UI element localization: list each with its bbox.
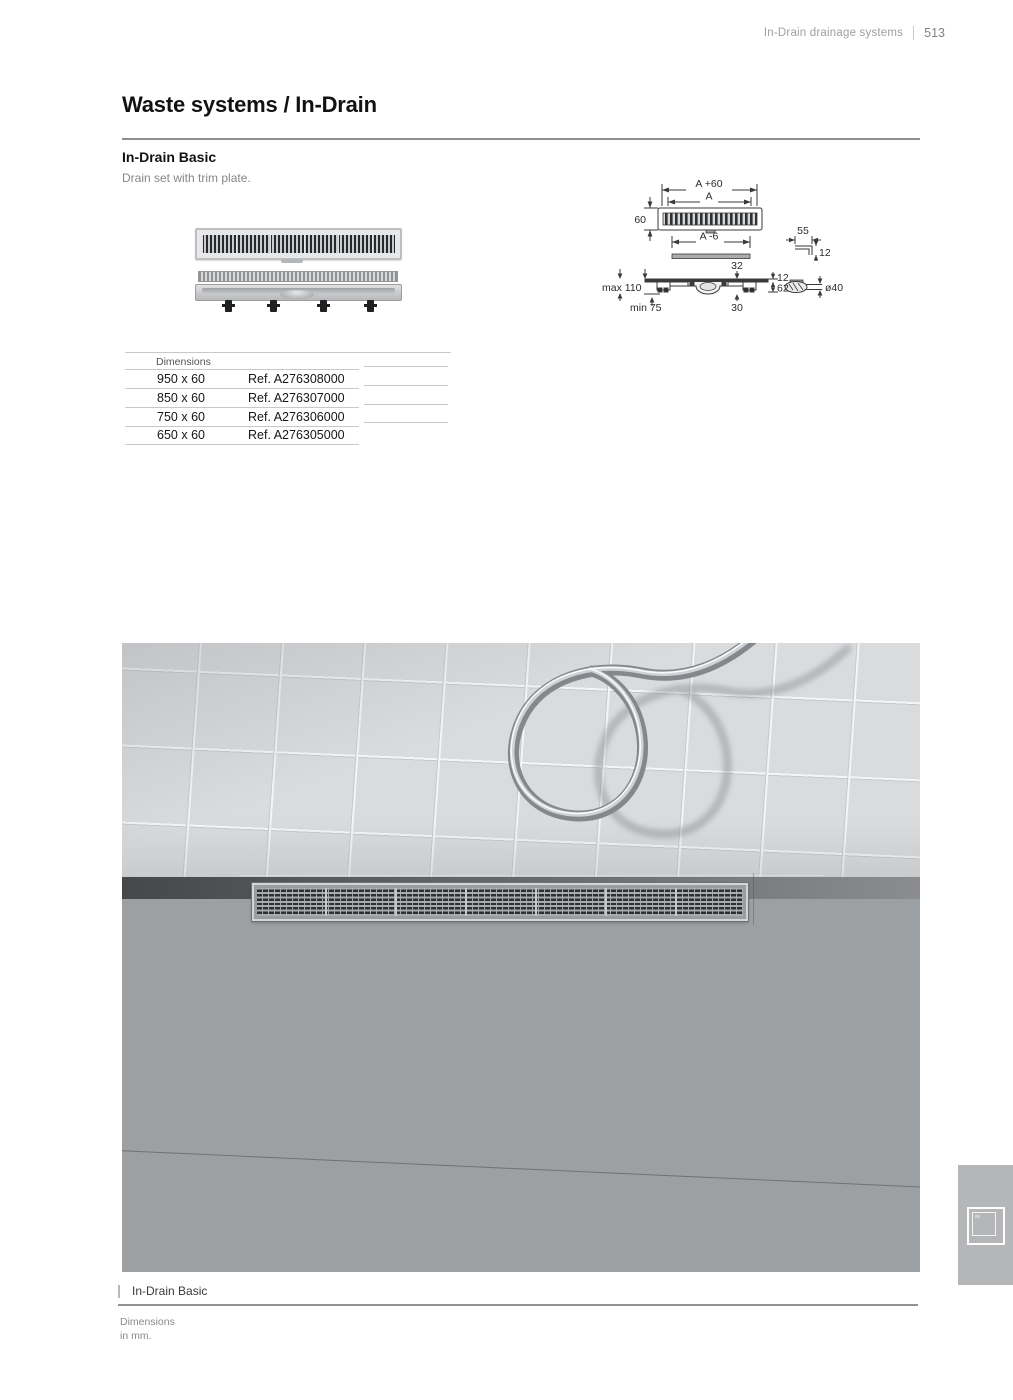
photo-shower-floor: [122, 899, 920, 1272]
chapter-edge-tab: [958, 1165, 1013, 1285]
shower-hose-image: [122, 643, 920, 903]
dim-dia-40: ø40: [825, 282, 844, 294]
table-line-right: [364, 366, 448, 367]
table-line: [125, 352, 451, 353]
footer-note-line1: Dimensions: [120, 1316, 175, 1328]
product-image: [195, 228, 402, 314]
dim-a-minus-6: A -6: [699, 230, 719, 243]
dimensions-table: [125, 352, 451, 445]
dim-32: 32: [731, 260, 743, 272]
technical-diagram: [600, 170, 860, 322]
table-row: [125, 388, 359, 407]
photo-drain-grate: [252, 883, 748, 921]
page-header: [764, 26, 945, 40]
table-line-right: [364, 422, 448, 423]
table-header: Dimensions: [156, 356, 211, 368]
page-number: 513: [924, 26, 945, 40]
dim-a-plus-60: A +60: [695, 178, 723, 190]
caption-rule: [118, 1304, 918, 1306]
trim-plate-slots: [202, 235, 395, 253]
header-section-label: In-Drain drainage systems: [763, 27, 904, 39]
header-divider: [913, 26, 914, 40]
ref-cell: Ref. A276305000: [248, 427, 345, 442]
size-cell: 850 x 60: [157, 390, 205, 405]
table-row: [125, 425, 359, 444]
size-cell: 650 x 60: [157, 427, 205, 442]
table-line-right: [364, 385, 448, 386]
photo-drain-grate-slots: [257, 888, 743, 916]
size-cell: 750 x 60: [157, 409, 205, 424]
dim-30: 30: [731, 302, 743, 314]
caption-tick: [118, 1285, 120, 1298]
table-row: [125, 369, 359, 388]
shower-tray-icon: [967, 1207, 1005, 1245]
ref-cell: Ref. A276308000: [248, 371, 345, 386]
trim-plate-image: [195, 228, 402, 260]
ref-cell: Ref. A276307000: [248, 390, 345, 405]
ref-cell: Ref. A276306000: [248, 409, 345, 424]
dim-12-side: 12: [777, 272, 789, 284]
dim-55: 55: [797, 225, 809, 237]
grate-strip-image: [198, 271, 398, 282]
dim-12-profile: 12: [819, 247, 831, 259]
shower-tray-icon-inner: [972, 1212, 996, 1236]
channel-foot: [320, 300, 327, 312]
caption-text: In-Drain Basic: [132, 1284, 208, 1298]
channel-foot: [270, 300, 277, 312]
footer-note-line2: in mm.: [120, 1330, 152, 1342]
size-cell: 950 x 60: [157, 371, 205, 386]
trim-plate-notch: [281, 259, 303, 263]
channel-foot: [367, 300, 374, 312]
channel-foot: [225, 300, 232, 312]
product-name: In-Drain Basic: [122, 149, 217, 165]
dim-min-75: min 75: [630, 302, 662, 314]
table-row: [125, 407, 359, 426]
dim-60: 60: [634, 214, 646, 226]
title-rule: [122, 138, 920, 140]
channel-body-image: [195, 284, 402, 301]
channel-trap: [280, 290, 314, 299]
ambience-photo: [122, 643, 920, 1272]
dim-62: 62: [777, 282, 789, 295]
table-line-right: [364, 404, 448, 405]
photo-caption: [118, 1284, 207, 1298]
floor-joint-line: [753, 873, 754, 925]
footer-note: [120, 1315, 175, 1343]
table-line: [125, 444, 359, 445]
dim-max-110: max 110: [602, 282, 642, 294]
dim-a: A: [705, 190, 713, 203]
page-title: Waste systems / In-Drain: [122, 92, 377, 117]
shower-tray-icon-drain: [975, 1215, 980, 1218]
product-description: Drain set with trim plate.: [122, 171, 251, 185]
floor-joint-line: [240, 875, 824, 876]
